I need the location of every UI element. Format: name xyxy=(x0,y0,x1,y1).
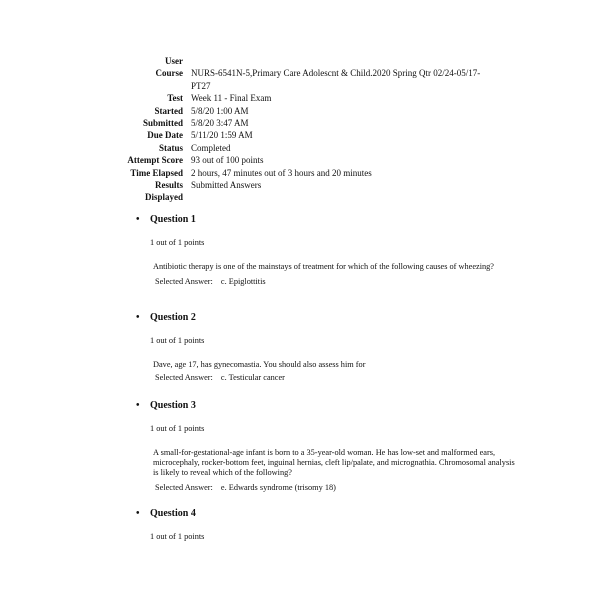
selected-answer-value: e. Edwards syndrome (trisomy 18) xyxy=(220,483,336,492)
selected-answer-row xyxy=(155,482,516,493)
summary-value: 5/8/20 1:00 AM xyxy=(191,105,249,116)
bullet-icon: • xyxy=(136,214,140,225)
summary-row-user xyxy=(118,55,518,67)
summary-label: Results Displayed xyxy=(144,180,183,203)
summary-row-submitted xyxy=(118,117,518,129)
summary-label: Course xyxy=(155,68,183,79)
selected-answer-label: Selected Answer: xyxy=(155,277,213,286)
summary-value: 93 out of 100 points xyxy=(191,155,264,166)
question-header xyxy=(136,312,516,324)
summary-label: Time Elapsed xyxy=(130,167,183,178)
question-4 xyxy=(136,508,516,542)
summary-label: Test xyxy=(167,93,183,104)
question-text: Antibiotic therapy is one of the mainstays of treatment for which of the following causes of wheezing? xyxy=(153,262,494,271)
summary-value: 2 hours, 47 minutes out of 3 hours and 20 minutes xyxy=(191,167,372,178)
question-header xyxy=(136,400,516,412)
summary-label: Attempt Score xyxy=(127,155,183,166)
summary-value: Submitted Answers xyxy=(191,180,262,191)
summary-row-course xyxy=(118,67,518,92)
question-title: Question 4 xyxy=(150,508,196,519)
question-header xyxy=(136,214,516,226)
summary-label: Submitted xyxy=(142,118,183,129)
selected-answer-label: Selected Answer: xyxy=(155,373,213,382)
question-title: Question 3 xyxy=(150,400,196,411)
summary-row-time-elapsed xyxy=(118,167,518,179)
question-text: A small-for-gestational-age infant is born to a 35-year-old woman. He has low-set and malformed ears, microcephaly, rocker-bottom feet, inguinal hernias, cleft lip/palate, and micrognathia. Chromosomal analysis is likely to reveal which of the following? xyxy=(153,448,515,477)
summary-value: Completed xyxy=(191,142,231,153)
summary-label: Due Date xyxy=(147,130,183,141)
summary-label: User xyxy=(165,56,183,66)
summary-row-attempt-score xyxy=(118,154,518,166)
selected-answer-row xyxy=(155,276,516,287)
question-points: 1 out of 1 points xyxy=(150,532,205,541)
summary-label: Status xyxy=(158,142,183,153)
question-2 xyxy=(136,312,516,383)
selected-answer-row xyxy=(155,372,516,383)
question-3 xyxy=(136,400,516,493)
selected-answer-value: c. Epiglottitis xyxy=(220,277,266,286)
selected-answer-label: Selected Answer: xyxy=(155,483,213,492)
question-header xyxy=(136,508,516,520)
summary-row-due-date xyxy=(118,129,518,141)
selected-answer-value: c. Testicular cancer xyxy=(220,373,285,382)
summary-row-status xyxy=(118,142,518,154)
summary-label: Started xyxy=(154,105,183,116)
attempt-summary-table xyxy=(118,55,518,204)
bullet-icon: • xyxy=(136,508,140,519)
summary-value: Week 11 - Final Exam xyxy=(191,93,272,104)
question-1 xyxy=(136,214,516,287)
summary-row-test xyxy=(118,92,518,104)
question-points: 1 out of 1 points xyxy=(150,238,205,247)
summary-value: 5/8/20 3:47 AM xyxy=(191,118,249,129)
bullet-icon: • xyxy=(136,312,140,323)
bullet-icon: • xyxy=(136,400,140,411)
question-title: Question 1 xyxy=(150,214,196,225)
summary-row-started xyxy=(118,105,518,117)
question-points: 1 out of 1 points xyxy=(150,424,205,433)
summary-value: NURS-6541N-5,Primary Care Adolescnt & Child.2020 Spring Qtr 02/24-05/17-PT27 xyxy=(191,68,481,91)
summary-value: 5/11/20 1:59 AM xyxy=(191,130,253,141)
question-points: 1 out of 1 points xyxy=(150,336,205,345)
question-title: Question 2 xyxy=(150,312,196,323)
question-text: Dave, age 17, has gynecomastia. You should also assess him for xyxy=(153,360,366,369)
summary-row-results-displayed xyxy=(118,179,518,204)
